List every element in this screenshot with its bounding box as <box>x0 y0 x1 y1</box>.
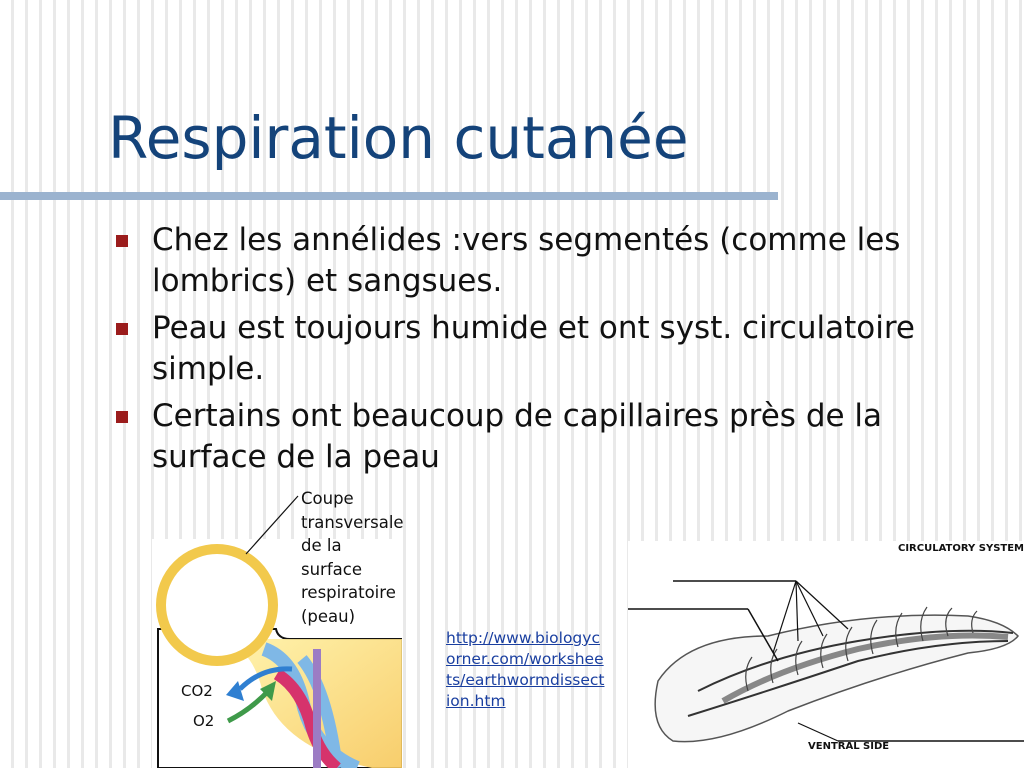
bullet-item <box>112 220 992 302</box>
bullet-text: Certains ont beaucoup de capillaires près de la surface de la peau <box>152 398 883 475</box>
bullet-list <box>112 220 992 484</box>
callout-label: Coupe transversale de la surface respiratoire (peau) <box>301 489 404 626</box>
bullet-text: Chez les annélides :vers segmentés (comme les lombrics) et sangsues. <box>152 222 901 299</box>
co2-label: CO2 <box>181 682 213 700</box>
o2-label: O2 <box>193 712 215 730</box>
title-divider <box>0 192 778 200</box>
slide-title: Respiration cutanée <box>108 104 689 172</box>
bullet-item <box>112 308 992 390</box>
square-bullet-icon <box>116 235 128 247</box>
earthworm-circulatory-figure <box>628 541 1024 768</box>
square-bullet-icon <box>116 411 128 423</box>
bullet-item <box>112 396 992 478</box>
square-bullet-icon <box>116 323 128 335</box>
ventral-side-label: VENTRAL SIDE <box>808 741 890 752</box>
source-link[interactable]: http://www.biologycorner.com/worksheets/earthwormdissection.htm <box>446 629 605 710</box>
circulatory-system-label: CIRCULATORY SYSTEM <box>898 543 1024 554</box>
bullet-text: Peau est toujours humide et ont syst. circulatoire simple. <box>152 310 915 387</box>
